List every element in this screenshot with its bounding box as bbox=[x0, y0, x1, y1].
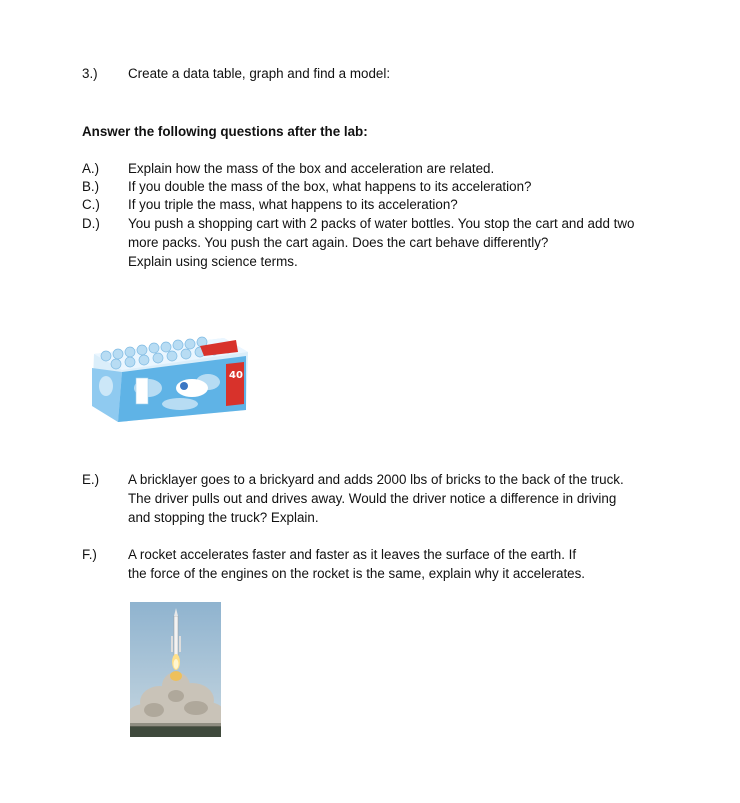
question-d-text-line-2: more packs. You push the cart again. Does the cart behave differently? bbox=[128, 235, 549, 250]
question-d-number: D.) bbox=[82, 216, 100, 231]
water-pack-count: 40 bbox=[229, 370, 243, 381]
question-d-text-line-3: Explain using science terms. bbox=[128, 254, 298, 269]
question-c-text: If you triple the mass, what happens to its acceleration? bbox=[128, 197, 458, 212]
question-e-number: E.) bbox=[82, 472, 100, 487]
answer-heading: Answer the following questions after the lab: bbox=[82, 124, 368, 139]
question-e-text-line-1: A bricklayer goes to a brickyard and adds 2000 lbs of bricks to the back of the truck. bbox=[128, 472, 624, 487]
question-a-number: A.) bbox=[82, 161, 100, 176]
question-f-number: F.) bbox=[82, 547, 97, 562]
question-3-number: 3.) bbox=[82, 66, 98, 81]
question-e-text-line-3: and stopping the truck? Explain. bbox=[128, 510, 319, 525]
question-b-text: If you double the mass of the box, what happens to its acceleration? bbox=[128, 179, 532, 194]
question-3-text: Create a data table, graph and find a model: bbox=[128, 66, 391, 81]
rocket-launch-image bbox=[130, 602, 221, 737]
question-d-text-line-1: You push a shopping cart with 2 packs of water bottles. You stop the cart and add two bbox=[128, 216, 635, 231]
question-c-number: C.) bbox=[82, 197, 100, 212]
question-e-text-line-2: The driver pulls out and drives away. Would the driver notice a difference in driving bbox=[128, 491, 617, 506]
water-bottle-pack-image bbox=[88, 326, 248, 426]
question-a-text: Explain how the mass of the box and acceleration are related. bbox=[128, 161, 495, 176]
question-b-number: B.) bbox=[82, 179, 100, 194]
question-f-text-line-2: the force of the engines on the rocket is the same, explain why it accelerates. bbox=[128, 566, 586, 581]
question-f-text-line-1: A rocket accelerates faster and faster as it leaves the surface of the earth. If bbox=[128, 547, 577, 562]
